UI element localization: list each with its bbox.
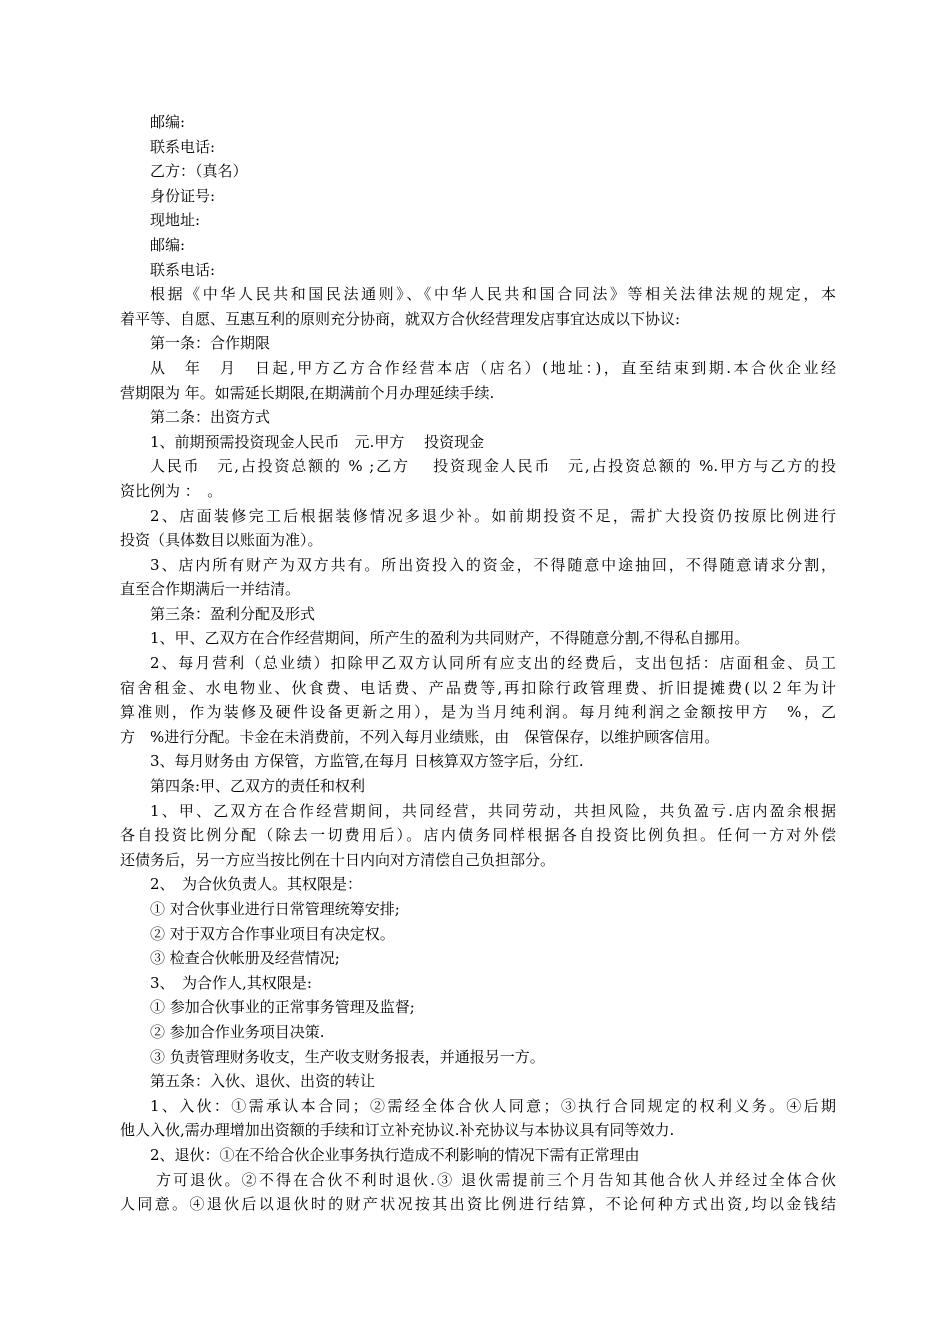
text-line: 从 年 月 日起,甲方乙方合作经营本店（店名）(地址：)，直至结束到期.本合伙企业经 [150, 358, 836, 377]
text-line: 根据《中华人民共和国民法通则》、《中华人民共和国合同法》等相关法律法规的规定，本 [150, 285, 836, 304]
text-line: 各自投资比例分配（除去一切费用后）。店内债务同样根据各自投资比例负担。任何一方对外偿 [120, 826, 836, 845]
text-line: 邮编: [150, 235, 186, 254]
text-line: 2、退伙：①在不给合伙企业事务执行造成不利影响的情况下需有正常理由 [150, 1145, 640, 1164]
text-line: 2、 为合伙负责人。其权限是： [150, 875, 363, 894]
text-line: 1、甲、乙双方在合作经营期间，共同经营，共同劳动，共担风险，共负盈亏.店内盈余根据 [150, 801, 836, 820]
text-line: 2、每月营利（总业绩）扣除甲乙双方认同所有应支出的经费后，支出包括：店面租金、员工 [150, 654, 836, 673]
text-line: 资比例为 ： 。 [120, 481, 223, 500]
text-line: 3、店内所有财产为双方共有。所出资投入的资金，不得随意中途抽回，不得随意请求分割， [150, 555, 836, 574]
text-line: 1、甲、乙双方在合作经营期间，所产生的盈利为共同财产，不得随意分割,不得私自挪用。 [150, 629, 750, 648]
text-line: 他人入伙,需办理增加出资额的手续和订立补充协议.补充协议与本协议具有同等效力. [120, 1121, 675, 1140]
text-line: 1、入伙：①需承认本合同；②需经全体合伙人同意；③执行合同规定的权利义务。④后期 [150, 1096, 836, 1115]
text-line: 人同意。④退伙后以退伙时的财产状况按其出资比例进行结算，不论何种方式出资,均以金钱结 [120, 1195, 836, 1214]
text-line: 1、前期预需投资现金人民币 元.甲方 投资现金 [150, 432, 485, 451]
text-line: 2、店面装修完工后根据装修情况多退少补。如前期投资不足，需扩大投资仍按原比例进行 [150, 506, 836, 525]
text-line: 直至合作期满后一并结清。 [120, 580, 301, 599]
text-line: 第三条：盈利分配及形式 [150, 604, 316, 623]
text-line: 3、 为合作人,其权限是: [150, 973, 312, 992]
text-line: 身份证号: [150, 186, 216, 205]
text-line: 还债务后，另一方应当按比例在十日内向对方清偿自己负担部分。 [120, 850, 556, 869]
text-line: 乙方：（真名） [150, 162, 248, 181]
text-line: 算准则，作为装修及硬件设备更新之用），是为当月纯利润。每月纯利润之金额按甲方 %，乙 [120, 703, 836, 722]
contract-document [120, 110, 836, 1217]
text-line: 3、每月财务由 方保管，方监管,在每月 日核算双方签字后，分红. [150, 752, 584, 771]
text-line: 联系电话: [150, 137, 216, 156]
text-line: ② 对于双方合作事业项目有决定权。 [150, 924, 395, 943]
text-line: 方可退伙。②不得在合伙不利时退伙.③ 退伙需提前三个月告知其他合伙人并经过全体合伙 [156, 1170, 836, 1189]
text-line: 着平等、自愿、互惠互利的原则充分协商，就双方合伙经营理发店事宜达成以下协议: [120, 309, 681, 328]
text-line: 方 %进行分配。卡金在未消费前，不列入每月业绩账，由 保管保存，以维护顾客信用。 [120, 727, 720, 746]
text-line: 第五条：入伙、退伙、出资的转让 [150, 1072, 376, 1091]
text-line: ③ 检查合伙帐册及经营情况; [150, 949, 340, 968]
text-line: 邮编: [150, 113, 186, 131]
text-line: 营期限为 年。如需延长期限,在期满前个月办理延续手续. [120, 383, 495, 402]
text-line: ① 对合伙事业进行日常管理统筹安排; [150, 900, 400, 918]
text-line: 第四条:甲、乙双方的责任和权利 [150, 777, 366, 796]
text-line: ① 参加合伙事业的正常事务管理及监督; [150, 998, 415, 1017]
text-line: 人民币 元,占投资总额的 % ;乙方 投资现金人民币 元,占投资总额的 %.甲方与乙方的投 [150, 457, 836, 476]
text-line: 联系电话: [150, 260, 216, 279]
text-line: ② 参加合作业务项目决策. [150, 1022, 325, 1041]
text-line: 现地址: [150, 211, 201, 230]
text-line: ③ 负责管理财务收支，生产收支财务报表，并通报另一方。 [150, 1047, 545, 1066]
text-line: 投资（具体数目以账面为准）。 [120, 531, 323, 550]
text-line: 宿舍租金、水电物业、伙食费、电话费、产品费等,再扣除行政管理费、折旧提摊费(以２年为计 [120, 678, 836, 697]
text-line: 第一条：合作期限 [150, 334, 271, 353]
text-line: 第二条：出资方式 [150, 408, 271, 427]
